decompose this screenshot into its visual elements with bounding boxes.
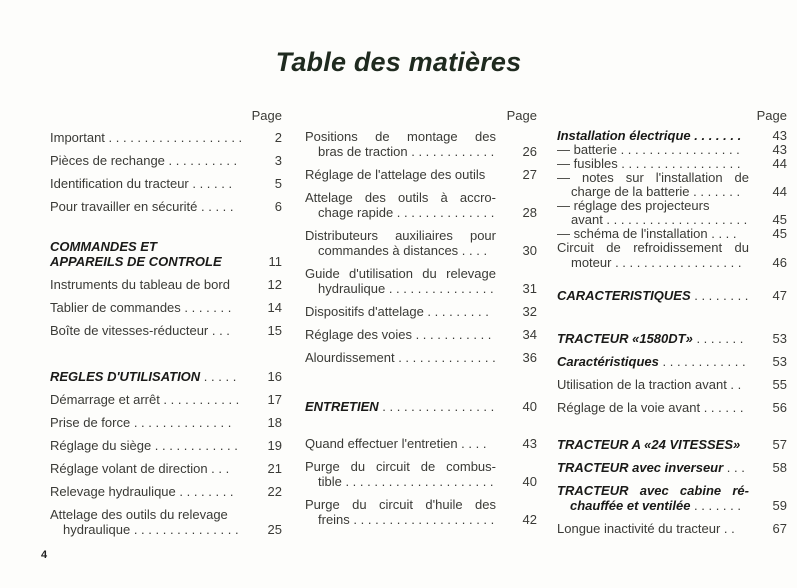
- toc-entry[interactable]: Réglage de l'attelage des outils 27: [305, 167, 537, 182]
- toc-section-heading[interactable]: Caractéristiques . . . . . . . . . . . . 53: [557, 354, 787, 369]
- toc-section-heading[interactable]: CARACTERISTIQUES . . . . . . . . 47: [557, 288, 787, 303]
- toc-column-2: [305, 108, 537, 527]
- toc-section-heading[interactable]: ENTRETIEN . . . . . . . . . . . . . . . . 40: [305, 399, 537, 414]
- toc-entry[interactable]: — schéma de l'installation . . . . 45: [557, 226, 787, 241]
- toc-entry[interactable]: Dispositifs d'attelage . . . . . . . . . 32: [305, 304, 537, 319]
- toc-section-heading[interactable]: TRACTEUR A «24 VITESSES» 57: [557, 437, 787, 452]
- toc-section-heading[interactable]: REGLES D'UTILISATION . . . . . 16: [50, 369, 282, 384]
- toc-entry[interactable]: Pièces de rechange . . . . . . . . . . 3: [50, 153, 282, 168]
- toc-entry[interactable]: Prise de force . . . . . . . . . . . . . . 18: [50, 415, 282, 430]
- toc-entry[interactable]: Guide d'utilisation du relevage hydraulique . . . . . . . . . . . . . . . 31: [305, 266, 537, 296]
- toc-section-heading[interactable]: TRACTEUR avec cabine ré- chauffée et ventilée . . . . . . . 59: [557, 483, 787, 513]
- toc-entry[interactable]: — fusibles . . . . . . . . . . . . . . . . . 44: [557, 156, 787, 171]
- toc-entry[interactable]: — batterie . . . . . . . . . . . . . . . . . 43: [557, 142, 787, 157]
- toc-entry[interactable]: Instruments du tableau de bord 12: [50, 277, 282, 292]
- toc-entry[interactable]: Attelage des outils à accro- chage rapide . . . . . . . . . . . . . . 28: [305, 190, 537, 220]
- toc-column-3: [557, 108, 787, 536]
- toc-entry[interactable]: Démarrage et arrêt . . . . . . . . . . . 17: [50, 392, 282, 407]
- toc-entry[interactable]: Tablier de commandes . . . . . . . 14: [50, 300, 282, 315]
- toc-entry[interactable]: Circuit de refroidissement du moteur . . . . . . . . . . . . . . . . . . 46: [557, 240, 787, 270]
- page-column-header: Page: [506, 108, 537, 123]
- page-column-header: Page: [756, 108, 787, 123]
- page-title: Table des matières: [275, 47, 522, 77]
- toc-section-heading[interactable]: TRACTEUR avec inverseur . . . 58: [557, 460, 787, 475]
- toc-entry[interactable]: Important . . . . . . . . . . . . . . . . . . . 2: [50, 130, 282, 145]
- toc-entry[interactable]: Quand effectuer l'entretien . . . . 43: [305, 436, 537, 451]
- toc-entry[interactable]: Distributeurs auxiliaires pour commandes à distances . . . . 30: [305, 228, 537, 258]
- toc-column-1: [50, 108, 282, 537]
- toc-entry[interactable]: Boîte de vitesses-réducteur . . . 15: [50, 323, 282, 338]
- toc-entry[interactable]: Réglage volant de direction . . . 21: [50, 461, 282, 476]
- toc-entry[interactable]: Pour travailler en sécurité . . . . . 6: [50, 199, 282, 214]
- toc-entry[interactable]: Relevage hydraulique . . . . . . . . 22: [50, 484, 282, 499]
- toc-entry[interactable]: Purge du circuit d'huile des freins . . . . . . . . . . . . . . . . . . . . 42: [305, 497, 537, 527]
- toc-section-heading[interactable]: TRACTEUR «1580DT» . . . . . . . 53: [557, 331, 787, 346]
- toc-entry[interactable]: Longue inactivité du tracteur . . 67: [557, 521, 787, 536]
- toc-entry[interactable]: Attelage des outils du relevage hydraulique . . . . . . . . . . . . . . . 25: [50, 507, 282, 537]
- toc-entry[interactable]: Alourdissement . . . . . . . . . . . . . . 36: [305, 350, 537, 365]
- toc-entry[interactable]: Réglage de la voie avant . . . . . . 56: [557, 400, 787, 415]
- toc-entry[interactable]: — réglage des projecteurs avant . . . . . . . . . . . . . . . . . . . . 45: [557, 198, 787, 227]
- toc-entry[interactable]: Purge du circuit de combus- tible . . . . . . . . . . . . . . . . . . . . . 40: [305, 459, 537, 489]
- toc-section-heading[interactable]: COMMANDES ET APPAREILS DE CONTROLE 11: [50, 239, 282, 269]
- toc-entry[interactable]: Utilisation de la traction avant . . 55: [557, 377, 787, 392]
- toc-entry[interactable]: Réglage des voies . . . . . . . . . . . 34: [305, 327, 537, 342]
- footer-page-number: 4: [41, 549, 48, 561]
- toc-entry[interactable]: Positions de montage des bras de traction . . . . . . . . . . . . 26: [305, 129, 537, 159]
- toc-section-heading[interactable]: Installation électrique . . . . . . . 43: [557, 128, 787, 143]
- toc-entry[interactable]: Identification du tracteur . . . . . . 5: [50, 176, 282, 191]
- toc-entry[interactable]: Réglage du siège . . . . . . . . . . . . 19: [50, 438, 282, 453]
- page-column-header: Page: [251, 108, 282, 123]
- toc-entry[interactable]: — notes sur l'installation de charge de la batterie . . . . . . . 44: [557, 170, 787, 199]
